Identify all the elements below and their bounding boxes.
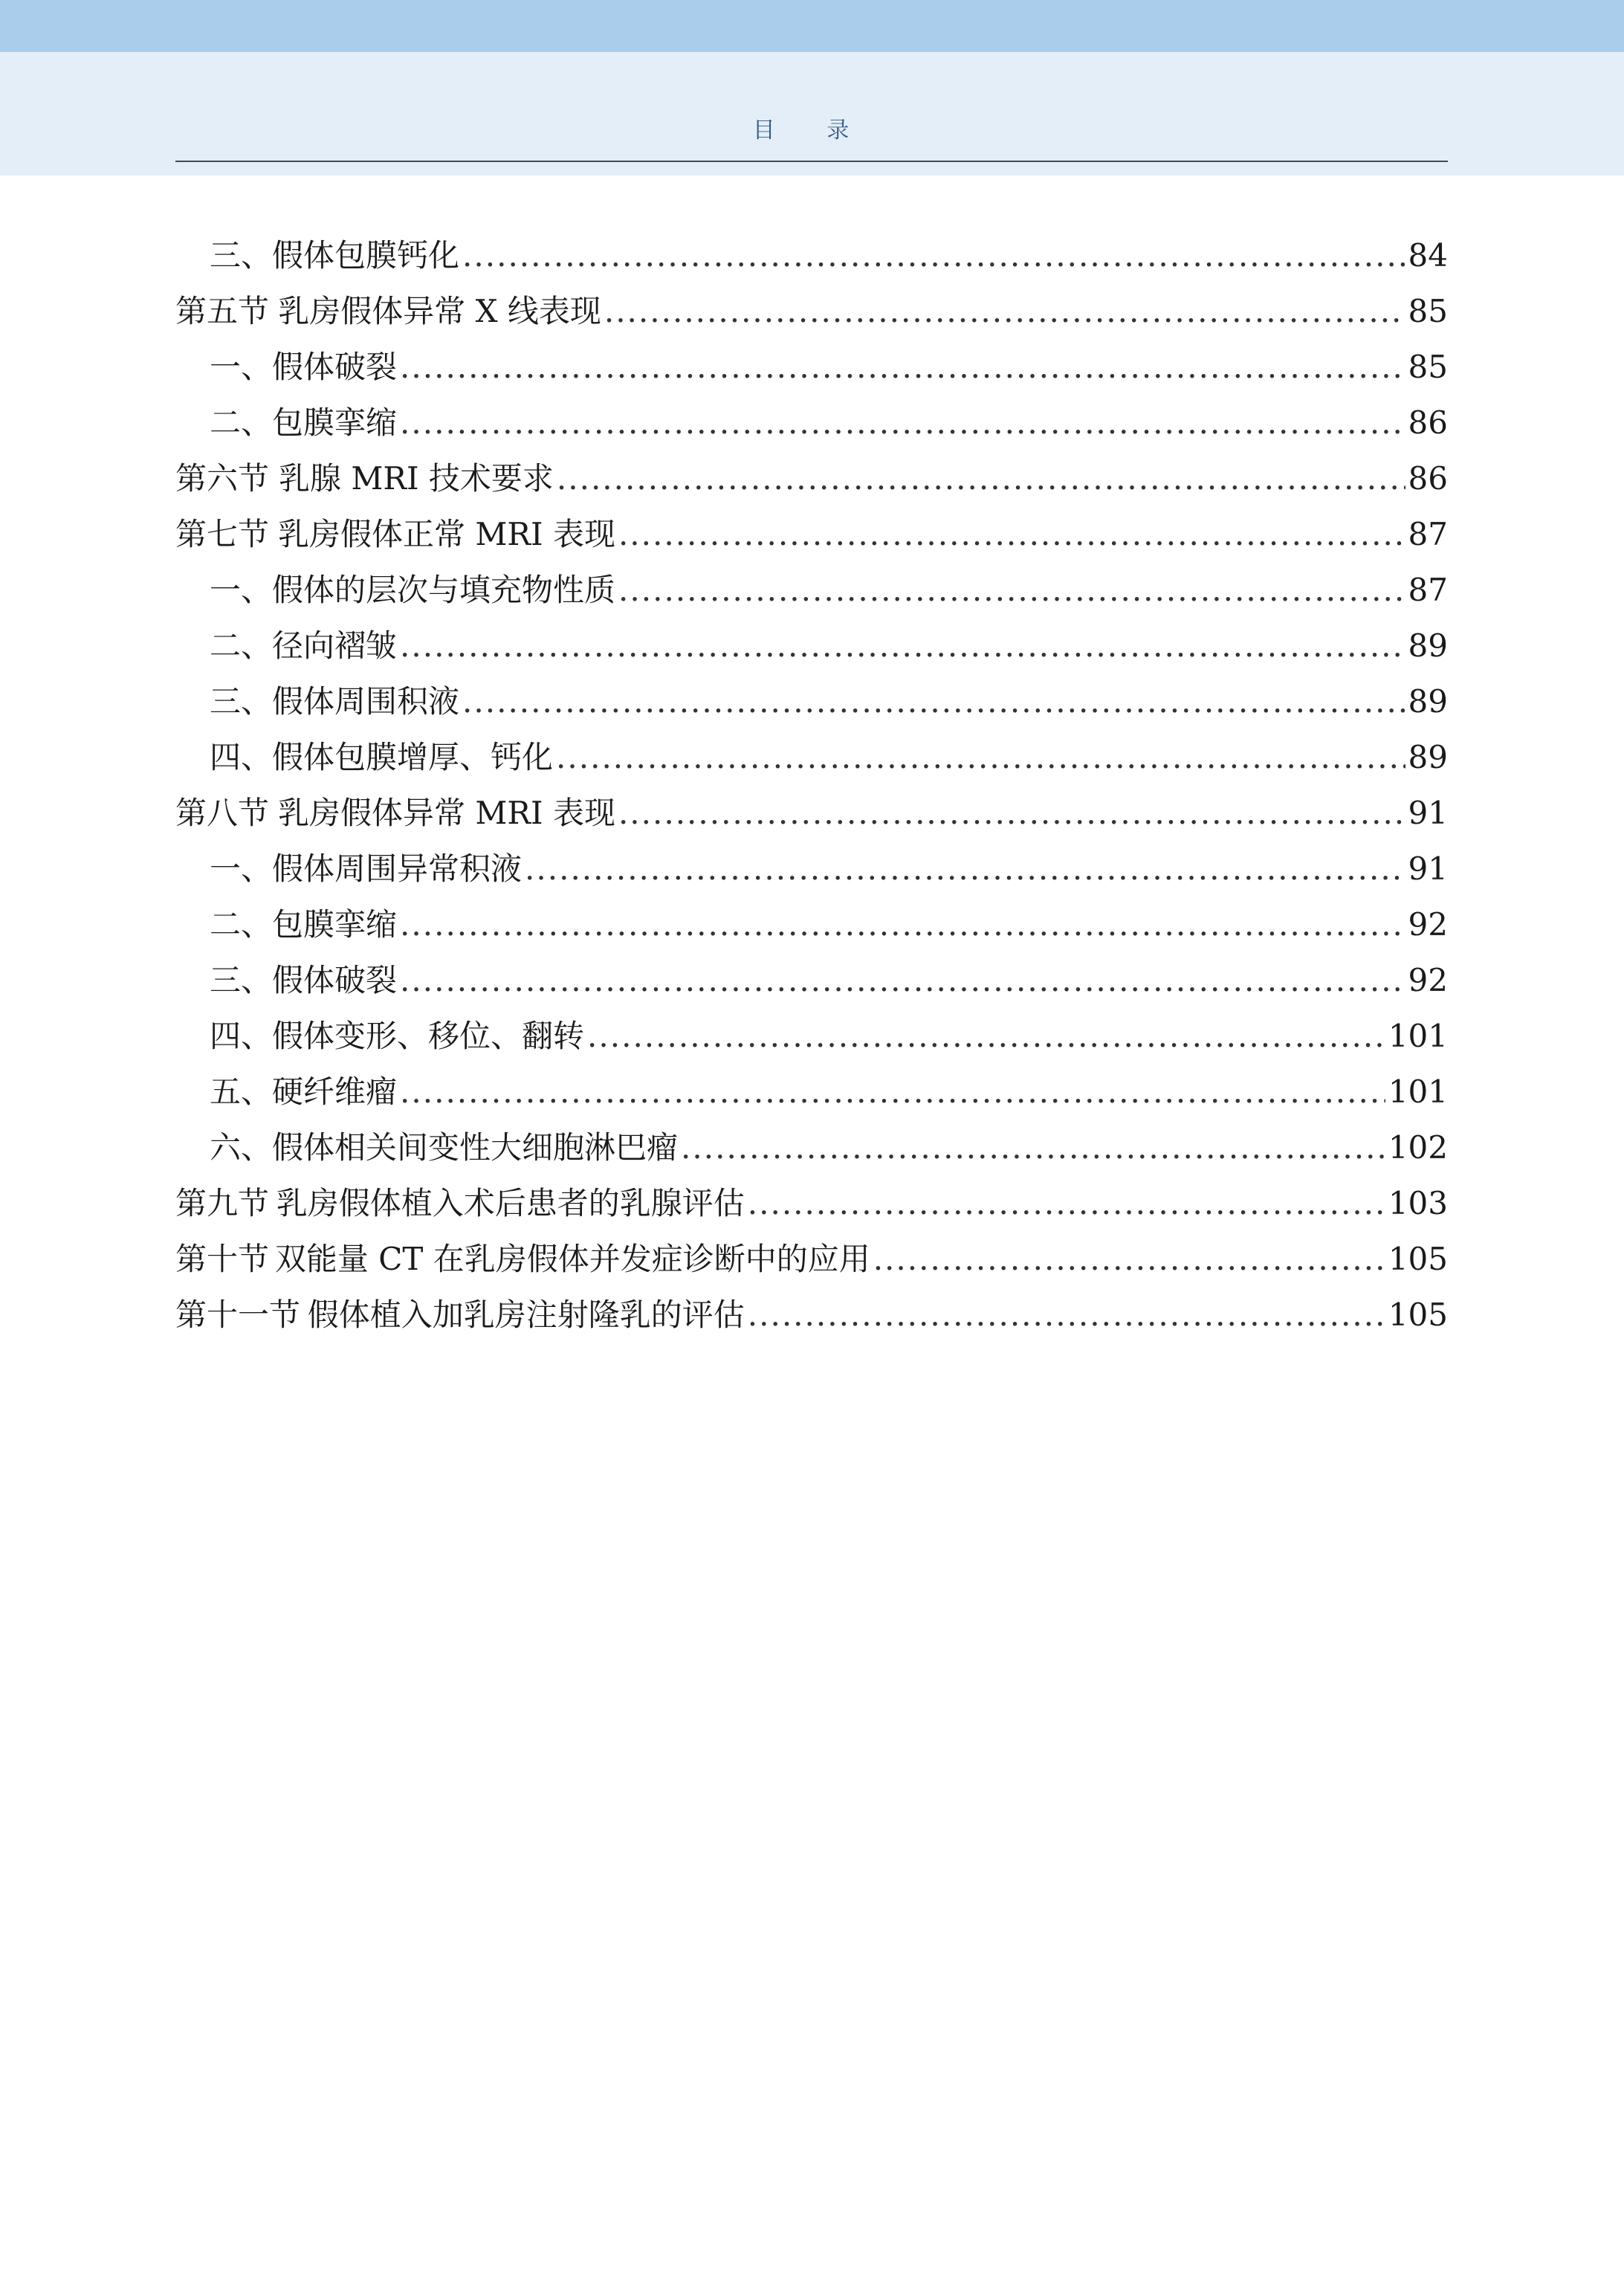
toc-subsection-entry[interactable] xyxy=(175,897,1448,952)
toc-dot-leader xyxy=(525,841,1405,897)
toc-entry-title: 包膜挛缩 xyxy=(272,906,398,943)
toc-dot-leader xyxy=(873,1231,1385,1287)
toc-page-number: 86 xyxy=(1408,404,1448,441)
toc-entry-title: 假体包膜钙化 xyxy=(272,237,460,274)
toc-dot-leader xyxy=(556,729,1405,785)
toc-entry-number: 六 xyxy=(210,1129,242,1166)
header-rule xyxy=(175,161,1448,162)
toc-dot-leader xyxy=(604,283,1405,339)
toc-section-entry[interactable] xyxy=(175,1287,1448,1343)
toc-subsection-entry[interactable] xyxy=(175,841,1448,897)
toc-entry-title: 假体变形、移位、翻转 xyxy=(272,1018,585,1054)
header-band-top xyxy=(0,0,1624,52)
toc-page-number: 85 xyxy=(1408,349,1448,385)
toc-entry-title: 乳房假体正常 MRI 表现 xyxy=(278,516,615,552)
toc-subsection-entry[interactable] xyxy=(175,618,1448,674)
toc-dot-leader xyxy=(400,618,1405,674)
toc-entry-title: 乳房假体异常 MRI 表现 xyxy=(278,795,615,831)
toc-page-number: 92 xyxy=(1408,906,1448,943)
toc-dot-leader xyxy=(400,952,1405,1008)
toc-entry-title: 假体破裂 xyxy=(272,962,398,998)
toc-entry-separator: 、 xyxy=(241,404,273,441)
toc-entry-number: 第五节 xyxy=(175,293,270,329)
toc-entry-title: 假体的层次与填充物性质 xyxy=(272,572,616,608)
toc-dot-leader xyxy=(557,451,1405,506)
toc-entry-separator: 、 xyxy=(241,850,273,887)
page-title: 目 录 xyxy=(752,117,872,143)
toc-subsection-entry[interactable] xyxy=(175,1120,1448,1175)
toc-entry-separator: 、 xyxy=(241,1018,273,1054)
toc-entry-separator: 、 xyxy=(241,349,273,385)
toc-entry-number: 四 xyxy=(210,1018,242,1054)
toc-entry-separator: 、 xyxy=(241,739,273,775)
toc-entry-separator: 、 xyxy=(241,1073,273,1110)
toc-section-entry[interactable] xyxy=(175,1231,1448,1287)
toc-dot-leader xyxy=(618,506,1405,562)
toc-entry-number: 一 xyxy=(210,850,242,887)
toc-entry-number: 四 xyxy=(210,739,242,775)
toc-dot-leader xyxy=(462,227,1405,283)
toc-entry-title: 假体周围异常积液 xyxy=(272,850,523,887)
toc-entry-number: 三 xyxy=(210,683,242,720)
toc-page-number: 105 xyxy=(1388,1241,1448,1277)
toc-entry-title: 乳房假体植入术后患者的乳腺评估 xyxy=(276,1185,745,1221)
toc-page-number: 89 xyxy=(1408,627,1448,664)
toc-entry-number: 第九节 xyxy=(175,1185,270,1221)
toc-entry-title: 径向褶皱 xyxy=(272,627,398,664)
toc-section-entry[interactable] xyxy=(175,283,1448,339)
toc-page-number: 101 xyxy=(1388,1073,1448,1110)
toc-page-number: 89 xyxy=(1408,739,1448,775)
toc-entry-title: 乳房假体异常 X 线表现 xyxy=(278,293,601,329)
toc-page-number: 89 xyxy=(1408,683,1448,720)
toc-entry-number: 二 xyxy=(210,404,242,441)
toc-page-number: 87 xyxy=(1408,516,1448,552)
toc-entry-separator: 、 xyxy=(241,1129,273,1166)
toc-dot-leader xyxy=(618,562,1405,618)
toc-entry-separator: 、 xyxy=(241,683,273,720)
toc-dot-leader xyxy=(748,1175,1385,1231)
toc-entry-separator: 、 xyxy=(241,962,273,998)
toc-subsection-entry[interactable] xyxy=(175,395,1448,451)
toc-subsection-entry[interactable] xyxy=(175,562,1448,618)
toc-dot-leader xyxy=(681,1120,1385,1175)
toc-subsection-entry[interactable] xyxy=(175,729,1448,785)
toc-dot-leader xyxy=(400,339,1405,395)
toc-page-number: 91 xyxy=(1408,850,1448,887)
toc-page-number: 103 xyxy=(1388,1185,1448,1221)
toc-subsection-entry[interactable] xyxy=(175,227,1448,283)
toc-entry-number: 三 xyxy=(210,962,242,998)
toc-dot-leader xyxy=(400,395,1405,451)
toc-subsection-entry[interactable] xyxy=(175,1064,1448,1120)
toc-entry-separator: 、 xyxy=(241,572,273,608)
toc-entry-separator: 、 xyxy=(241,627,273,664)
toc-page-number: 84 xyxy=(1408,237,1448,274)
toc-entry-title: 假体破裂 xyxy=(272,349,398,385)
toc-entry-number: 二 xyxy=(210,906,242,943)
toc-entry-number: 一 xyxy=(210,572,242,608)
toc-entry-number: 第六节 xyxy=(175,460,270,497)
toc-entry-number: 五 xyxy=(210,1073,242,1110)
toc-entry-number: 第七节 xyxy=(175,516,270,552)
toc-page-number: 101 xyxy=(1388,1018,1448,1054)
toc-dot-leader xyxy=(462,674,1405,729)
toc-entry-number: 三 xyxy=(210,237,242,274)
toc-section-entry[interactable] xyxy=(175,1175,1448,1231)
toc-entry-title: 假体周围积液 xyxy=(272,683,460,720)
toc-dot-leader xyxy=(748,1287,1385,1343)
toc-section-entry[interactable] xyxy=(175,451,1448,506)
toc-dot-leader xyxy=(587,1008,1385,1064)
toc-dot-leader xyxy=(400,1064,1385,1120)
toc-page-number: 85 xyxy=(1408,293,1448,329)
toc-subsection-entry[interactable] xyxy=(175,1008,1448,1064)
table-of-contents xyxy=(175,227,1448,1343)
toc-page-number: 92 xyxy=(1408,962,1448,998)
toc-entry-separator: 、 xyxy=(241,906,273,943)
toc-subsection-entry[interactable] xyxy=(175,952,1448,1008)
toc-entry-title: 假体相关间变性大细胞淋巴瘤 xyxy=(272,1129,679,1166)
toc-entry-number: 第十一节 xyxy=(175,1297,301,1333)
toc-entry-title: 假体植入加乳房注射隆乳的评估 xyxy=(307,1297,745,1333)
toc-page-number: 102 xyxy=(1388,1129,1448,1166)
toc-dot-leader xyxy=(618,785,1405,841)
toc-entry-title: 双能量 CT 在乳房假体并发症诊断中的应用 xyxy=(274,1241,870,1277)
toc-entry-title: 包膜挛缩 xyxy=(272,404,398,441)
toc-entry-number: 一 xyxy=(210,349,242,385)
toc-page-number: 86 xyxy=(1408,460,1448,497)
toc-entry-number: 二 xyxy=(210,627,242,664)
toc-page-number: 91 xyxy=(1408,795,1448,831)
toc-subsection-entry[interactable] xyxy=(175,339,1448,395)
toc-dot-leader xyxy=(400,897,1405,952)
toc-subsection-entry[interactable] xyxy=(175,674,1448,729)
toc-page-number: 87 xyxy=(1408,572,1448,608)
toc-entry-title: 硬纤维瘤 xyxy=(272,1073,398,1110)
toc-page-number: 105 xyxy=(1388,1297,1448,1333)
toc-entry-title: 假体包膜增厚、钙化 xyxy=(272,739,554,775)
toc-entry-number: 第十节 xyxy=(175,1241,270,1277)
toc-entry-title: 乳腺 MRI 技术要求 xyxy=(278,460,554,497)
toc-section-entry[interactable] xyxy=(175,785,1448,841)
toc-section-entry[interactable] xyxy=(175,506,1448,562)
toc-entry-number: 第八节 xyxy=(175,795,270,831)
toc-entry-separator: 、 xyxy=(241,237,273,274)
